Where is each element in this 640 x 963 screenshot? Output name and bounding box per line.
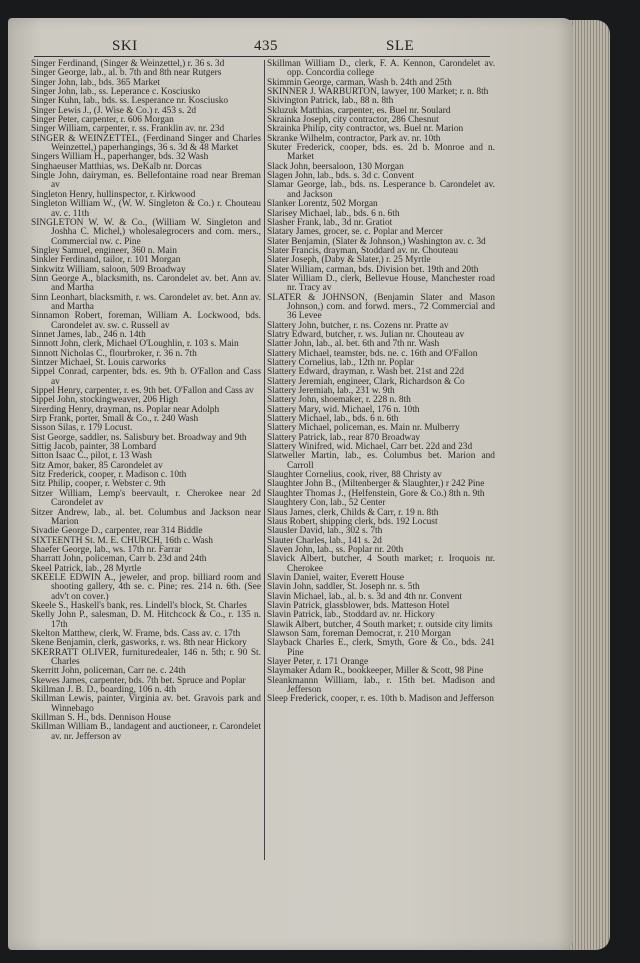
directory-entry: Sinnamon Robert, foreman, William A. Lockwood, bds. Carondelet av. sw. c. Russell av bbox=[31, 311, 261, 331]
directory-entry: Slarisey Michael, lab., bds. 6 n. 6th bbox=[267, 208, 400, 219]
directory-entry: Sinkwitz William, saloon, 509 Broadway bbox=[31, 264, 186, 275]
column-divider bbox=[264, 60, 265, 860]
directory-entry: Slatweller Martin, lab., es. Columbus bet. Marion and Carroll bbox=[267, 451, 495, 471]
directory-entry: Sinn Leonhart, blacksmith, r. ws. Carondelet av. bet. Ann av. and Martha bbox=[31, 292, 261, 312]
directory-entry: Slattery Cornelius, lab., 12th nr. Poplar bbox=[267, 358, 414, 368]
directory-entry: Singhaeuser Matthias, ws. DeKalb nr. Dorcas bbox=[31, 161, 202, 172]
directory-entry: Slater Benjamin, (Slater & Johnson,) Washington av. c. 3d bbox=[267, 236, 486, 247]
directory-entry: Sitz Amor, baker, 85 Carondelet av bbox=[31, 460, 163, 471]
directory-entry: Slaughter Cornelius, cook, river, 88 Christy av bbox=[267, 470, 442, 481]
directory-entry: Sitz Philip, cooper, r. Webster c. 9th bbox=[31, 479, 166, 490]
directory-entry: Slayer Peter, r. 171 Orange bbox=[267, 657, 369, 667]
directory-entry: Sirp Frank, porter, Small & Co., r. 240 Wash bbox=[31, 414, 199, 425]
directory-entry: Skelton Matthew, clerk, W. Frame, bds. Cass av. c. 17th bbox=[31, 628, 241, 639]
directory-entry: Slattery Jeremiah, lab., 231 w. 9th bbox=[267, 386, 395, 397]
page-number: 435 bbox=[254, 38, 278, 54]
directory-entry: Slawson Sam, foreman Democrat, r. 210 Morgan bbox=[267, 628, 451, 639]
directory-entry: Slater William, carman, bds. Division bet. 19th and 20th bbox=[267, 264, 479, 275]
directory-entry: Skimmin George, carman, Wash b. 24th and 25th bbox=[267, 77, 452, 88]
directory-entry: Slaus James, clerk, Childs & Carr, r. 19 n. 8th bbox=[267, 507, 439, 518]
directory-entry: Skluzuk Matthias, carpenter, es. Buel nr. Soulard bbox=[267, 105, 451, 116]
directory-entry: Skrainka Philip, city contractor, ws. Buel nr. Marion bbox=[267, 124, 464, 135]
directory-entry: SKEELE EDWIN A., jeweler, and prop. billiard room and shooting gallery, 4th se. c. Pine; res. 214 n. 6th. (See adv't on cover.) bbox=[31, 572, 261, 602]
directory-entry: Slawik Albert, butcher, 4 South market; r. outside city limits bbox=[267, 619, 493, 630]
directory-entry: Skrainka Joseph, city contractor, 286 Chesnut bbox=[267, 115, 439, 126]
directory-entry: Sleankmannn William, lab., r. 15th bet. Madison and Jefferson bbox=[267, 675, 495, 696]
directory-entry: Sivadie George D., carpenter, rear 314 Biddle bbox=[31, 526, 203, 537]
directory-entry: Slaymaker Adam R., bookkeeper, Miller & Scott, 98 Pine bbox=[267, 666, 484, 677]
directory-entry: Sleep Frederick, cooper, r. es. 10th b. Madison and Jefferson bbox=[267, 694, 494, 705]
directory-entry: Slatter John, lab., al. bet. 6th and 7th nr. Wash bbox=[267, 339, 440, 350]
directory-entry: Slavick Albert, butcher, 4 South market; r. Iroquois nr. Cherokee bbox=[267, 554, 495, 574]
directory-entry: SINGER & WEINZETTEL, (Ferdinand Singer and Charles Weinzettel,) paperhangings, 36 s. 3d & 48 Market bbox=[31, 133, 261, 154]
directory-entry: Single John, dairyman, es. Bellefontaine road near Breman av bbox=[31, 171, 261, 191]
directory-entry: Skuter Frederick, cooper, bds. es. 2d b. Monroe and n. Market bbox=[267, 143, 495, 163]
header-rule bbox=[34, 56, 490, 57]
left-column bbox=[31, 60, 261, 742]
directory-entry: Sharratt John, policeman, Carr b. 23d and 24th bbox=[31, 554, 207, 565]
directory-entry: Singer John, lab., bds. 365 Market bbox=[31, 77, 160, 88]
directory-entry: SINGLETON W. W. & Co., (William W. Singleton and Joshha C. Michel,) wholesalegrocers and com. mers., Commercial nw. c. Pine bbox=[31, 217, 261, 247]
directory-entry: Slavin Patrick, glassblower, bds. Matteson Hotel bbox=[267, 600, 450, 611]
directory-entry: Sinnott John, clerk, Michael O'Loughlin, r. 103 s. Main bbox=[31, 339, 239, 350]
directory-entry: Sinn George A., blacksmith, ns. Carondelet av. bet. Ann av. and Martha bbox=[31, 273, 261, 294]
directory-entry: Skewes James, carpenter, bds. 7th bet. Spruce and Poplar bbox=[31, 675, 246, 686]
directory-entry: Slaughtery Con, lab., 52 Center bbox=[267, 498, 386, 509]
directory-entry: Singer John, lab., ss. Leperance c. Kosciusko bbox=[31, 87, 201, 98]
directory-entry: Sitton Isaac C., pilot, r. 13 Wash bbox=[31, 451, 152, 462]
directory-entry: Slattery John, butcher, r. ns. Cozens nr. Pratte av bbox=[267, 320, 449, 331]
directory-entry: Slattery Michael, policeman, es. Main nr. Mulberry bbox=[267, 423, 460, 434]
directory-entry: Skerritt John, policeman, Carr ne. c. 24th bbox=[31, 666, 186, 677]
directory-entry: Slaus Robert, shipping clerk, bds. 192 Locust bbox=[267, 516, 438, 527]
directory-entry: Sirerding Henry, drayman, ns. Poplar near Adolph bbox=[31, 404, 220, 415]
directory-entry: Singer Peter, carpenter, r. 606 Morgan bbox=[31, 115, 174, 126]
directory-entry: Slattery Jeremiah, engineer, Clark, Richardson & Co bbox=[267, 376, 465, 387]
directory-entry: Skeele S., Haskell's bank, res. Lindell's block, St. Charles bbox=[31, 600, 247, 611]
directory-entry: Sippel Conrad, carpenter, bds. es. 9th b. O'Fallon and Cass av bbox=[31, 367, 261, 387]
directory-entry: Sinkler Ferdinand, tailor, r. 101 Morgan bbox=[31, 255, 181, 266]
directory-entry: Slayback Charles E., clerk, Smyth, Gore & Co., bds. 241 Pine bbox=[267, 638, 495, 658]
directory-entry: Slatary James, grocer, se. c. Poplar and Mercer bbox=[267, 227, 443, 238]
directory-entry: Slattery Michael, lab., bds. 6 n. 6th bbox=[267, 414, 399, 425]
directory-entry: SKERRATT OLIVER, furnituredealer, 146 n. 5th; r. 90 St. Charles bbox=[31, 647, 261, 667]
directory-entry: Slavin Daniel, waiter, Everett House bbox=[267, 572, 405, 583]
directory-entry: Slauter Charles, lab., 141 s. 2d bbox=[267, 535, 382, 546]
directory-entry: Skillman S. H., bds. Dennison House bbox=[31, 713, 171, 724]
directory-entry: Skillman Lewis, painter, Virginia av. bet. Gravois park and Winnebago bbox=[31, 694, 261, 714]
directory-entry: Skivington Patrick, lab., 88 n. 8th bbox=[267, 96, 394, 107]
directory-entry: Slattery Michael, teamster, bds. ne. c. 16th and O'Fallon bbox=[267, 348, 478, 359]
directory-entry: Sisson Silas, r. 179 Locust. bbox=[31, 423, 133, 434]
directory-entry: Singer George, lab., al. b. 7th and 8th near Rutgers bbox=[31, 68, 222, 79]
directory-entry: Slattery Mary, wid. Michael, 176 n. 10th bbox=[267, 404, 420, 415]
directory-entry: Slavin Patrick, lab., Stoddard av. nr. Hickory bbox=[267, 610, 435, 621]
directory-entry: Slattery Winifred, wid. Michael, Carr bet. 22d and 23d bbox=[267, 442, 473, 453]
directory-entry: Slater Joseph, (Daby & Slater,) r. 25 Myrtle bbox=[267, 255, 431, 266]
directory-entry: SLATER & JOHNSON, (Benjamin Slater and Mason Johnson,) com. and forwd. mers., 72 Commercial and 36 Levee bbox=[267, 292, 495, 322]
directory-entry: Sippel John, stockingweaver, 206 High bbox=[31, 395, 179, 406]
directory-entry: Slattery John, shoemaker, r. 228 n. 8th bbox=[267, 395, 411, 406]
directory-entry: Sinnet James, lab., 246 n. 14th bbox=[31, 329, 146, 340]
directory-entry: Singer William, carpenter, r. ss. Franklin av. nr. 23d bbox=[31, 124, 225, 135]
directory-entry: Shaefer George, lab., ws. 17th nr. Farrar bbox=[31, 544, 182, 555]
directory-entry: Slasher Frank, lab., 3d nr. Gratiot bbox=[267, 217, 393, 228]
directory-entry: Slattery Edward, drayman, r. Wash bet. 21st and 22d bbox=[267, 367, 464, 378]
directory-entry: Skranke Wilhelm, contractor, Park av. nr. 10th bbox=[267, 133, 441, 144]
directory-entry: Singley Samuel, engineer, 360 n. Main bbox=[31, 245, 177, 256]
directory-entry: Skelly John P., salesman, D. M. Hitchcock & Co., r. 135 n. 17th bbox=[31, 610, 261, 630]
directory-entry: Sittig Jacob, painter, 38 Lombard bbox=[31, 442, 157, 453]
directory-entry: Singleton Henry, hullinspector, r. Kirkwood bbox=[31, 189, 196, 200]
directory-entry: Skillman William D., clerk, F. A. Kennon, Carondelet av. opp. Concordia college bbox=[267, 59, 495, 79]
directory-entry: Slavin Michael, lab., al. b. s. 3d and 4th nr. Convent bbox=[267, 591, 463, 602]
directory-entry: Slattery Patrick, lab., rear 870 Broadway bbox=[267, 432, 421, 443]
directory-entry: Skene Benjamin, clerk, gasworks, r. ws. 8th near Hickory bbox=[31, 638, 247, 649]
directory-entry: Sist George, saddler, ns. Salisbury bet. Broadway and 9th bbox=[31, 432, 247, 443]
directory-entry: Slaughter John B., (Miltenberger & Slaughter,) r 242 Pine bbox=[267, 479, 485, 490]
directory-entry: Singleton William W., (W. W. Singleton & Co.) r. Chouteau av. c. 11th bbox=[31, 199, 261, 219]
directory-entry: Slausler David, lab., 302 s. 7th bbox=[267, 526, 383, 537]
directory-entry: Singer Lewis J., (J. Wise & Co.) r. 453 s. 2d bbox=[31, 105, 197, 116]
directory-entry: Slanker Lorentz, 502 Morgan bbox=[267, 199, 378, 210]
directory-entry: Sitzer Andrew, lab., al. bet. Columbus and Jackson near Marion bbox=[31, 507, 261, 527]
directory-entry: Skillman William B., landagent and auctioneer, r. Carondelet av. nr. Jefferson av bbox=[31, 722, 261, 742]
directory-entry: Sitz Frederick, cooper, r. Madison c. 10th bbox=[31, 470, 187, 481]
directory-entry: Singer Ferdinand, (Singer & Weinzettel,) r. 36 s. 3d bbox=[31, 59, 225, 69]
directory-entry: Slatry Edward, butcher, r. ws. Julian nr. Chouteau av bbox=[267, 329, 465, 340]
directory-entry: SKINNER J. WARBURTON, lawyer, 100 Market; r. n. 8th bbox=[267, 87, 489, 98]
right-column bbox=[267, 60, 495, 705]
directory-entry: Sinnott Nicholas C., flourbroker, r. 36 n. 7th bbox=[31, 348, 197, 359]
directory-entry: Slavin John, saddler, St. Joseph nr. s. 5th bbox=[267, 582, 420, 593]
directory-entry: Slack John, beersaloon, 130 Morgan bbox=[267, 161, 404, 172]
directory-entry: Slaven John, lab., ss. Poplar nr. 20th bbox=[267, 544, 404, 555]
directory-entry: Skillman J. B. D., boarding, 106 n. 4th bbox=[31, 685, 177, 696]
directory-entry: Singer Kuhn, lab., bds. ss. Lesperance nr. Kosciusko bbox=[31, 96, 229, 107]
directory-entry: Slater William D., clerk, Bellevue House, Manchester road nr. Tracy av bbox=[267, 273, 495, 294]
directory-entry: SIXTEENTH St. M. E. CHURCH, 16th c. Wash bbox=[31, 535, 213, 546]
directory-entry: Slater Francis, drayman, Stoddard av. nr. Chouteau bbox=[267, 245, 459, 256]
directory-entry: Sintzer Michael, St. Louis carworks bbox=[31, 358, 166, 368]
left-guide-word: SKI bbox=[112, 38, 138, 54]
directory-entry: Sippel Henry, carpenter, r. es. 9th bet. O'Fallon and Cass av bbox=[31, 386, 254, 397]
directory-entry: Sitzer William, Lemp's beervault, r. Cherokee near 2d Carondelet av bbox=[31, 488, 261, 509]
directory-entry: Slamar George, lab., bds. ns. Lesperance b. Carondelet av. and Jackson bbox=[267, 180, 495, 200]
directory-entry: Slaughter Thomas J., (Helfenstein, Gore & Co.) 8th n. 9th bbox=[267, 488, 485, 499]
right-guide-word: SLE bbox=[386, 38, 415, 54]
directory-entry: Slagen John, lab., bds. s. 3d c. Convent bbox=[267, 171, 415, 182]
directory-entry: Skeel Patrick, lab., 28 Myrtle bbox=[31, 563, 142, 574]
directory-entry: Singers William H., paperhanger, bds. 32 Wash bbox=[31, 152, 209, 163]
